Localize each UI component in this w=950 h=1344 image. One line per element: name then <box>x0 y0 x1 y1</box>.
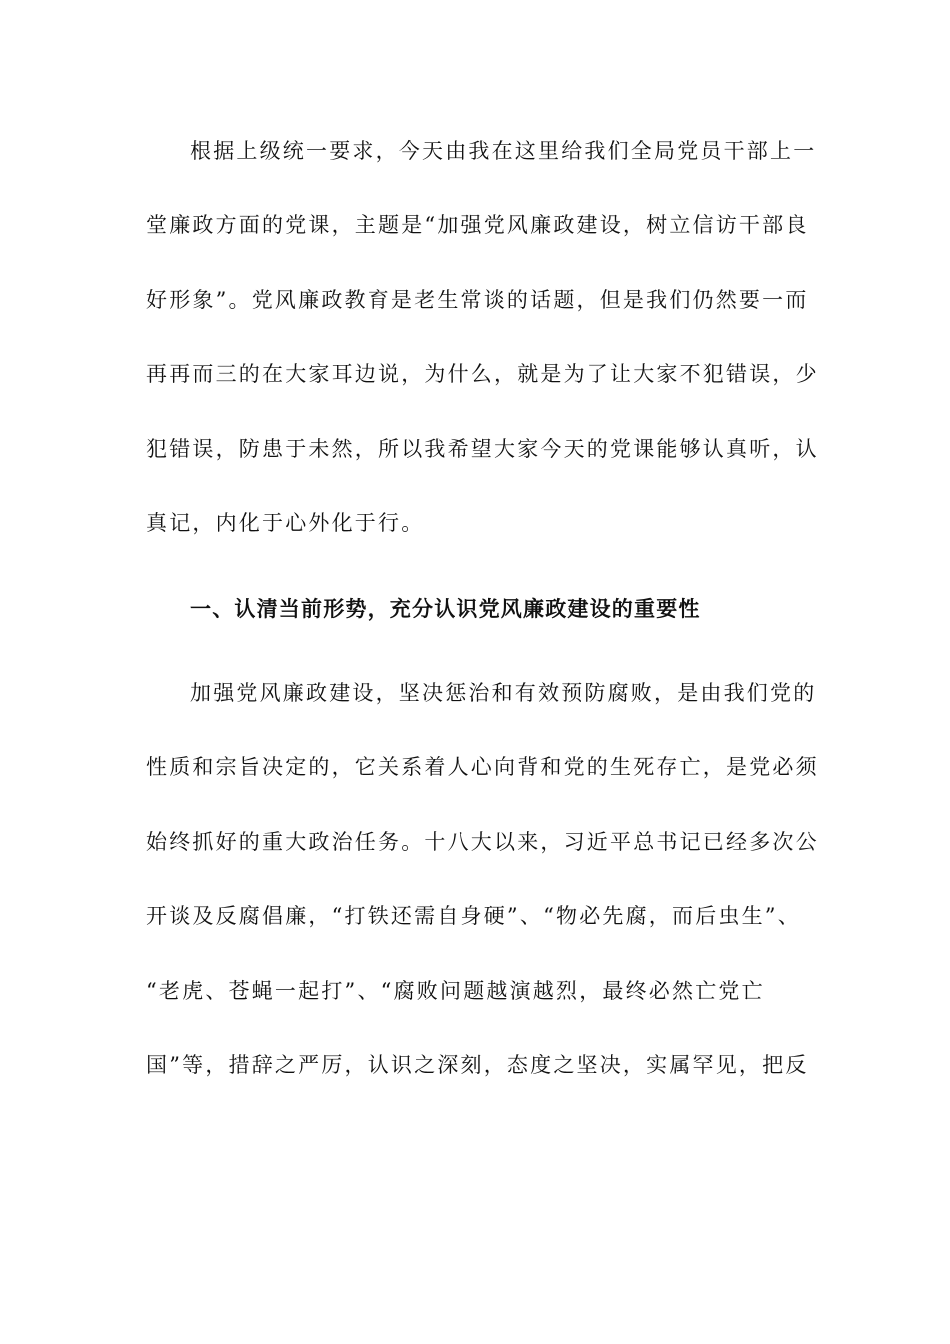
paragraph-line: 堂廉政方面的党课，主题是“加强党风廉政建设，树立信访干部良 <box>146 213 809 237</box>
paragraph-line: 国”等，措辞之严厉，认识之深刻，态度之坚决，实属罕见，把反 <box>146 1053 809 1077</box>
paragraph-line: 加强党风廉政建设，坚决惩治和有效预防腐败，是由我们党的 <box>190 681 817 705</box>
paragraph-line: “老虎、苍蝇一起打”、“腐败问题越演越烈，最终必然亡党亡 <box>146 979 765 1003</box>
paragraph-line: 开谈及反腐倡廉，“打铁还需自身硬”、“物必先腐，而后虫生”、 <box>146 904 801 928</box>
paragraph-line: 性质和宗旨决定的，它关系着人心向背和党的生死存亡，是党必须 <box>146 755 819 779</box>
paragraph-line: 好形象”。党风廉政教育是老生常谈的话题，但是我们仍然要一而 <box>146 288 809 312</box>
paragraph-line: 犯错误，防患于未然，所以我希望大家今天的党课能够认真听，认 <box>146 437 819 461</box>
section-heading: 一、认清当前形势，充分认识党风廉政建设的重要性 <box>190 596 701 621</box>
paragraph-line: 再再而三的在大家耳边说，为什么，就是为了让大家不犯错误，少 <box>146 362 819 386</box>
paragraph-line: 根据上级统一要求，今天由我在这里给我们全局党员干部上一 <box>190 139 817 163</box>
paragraph-line: 始终抓好的重大政治任务。十八大以来，习近平总书记已经多次公 <box>146 830 819 854</box>
paragraph-line: 真记，内化于心外化于行。 <box>146 511 425 535</box>
